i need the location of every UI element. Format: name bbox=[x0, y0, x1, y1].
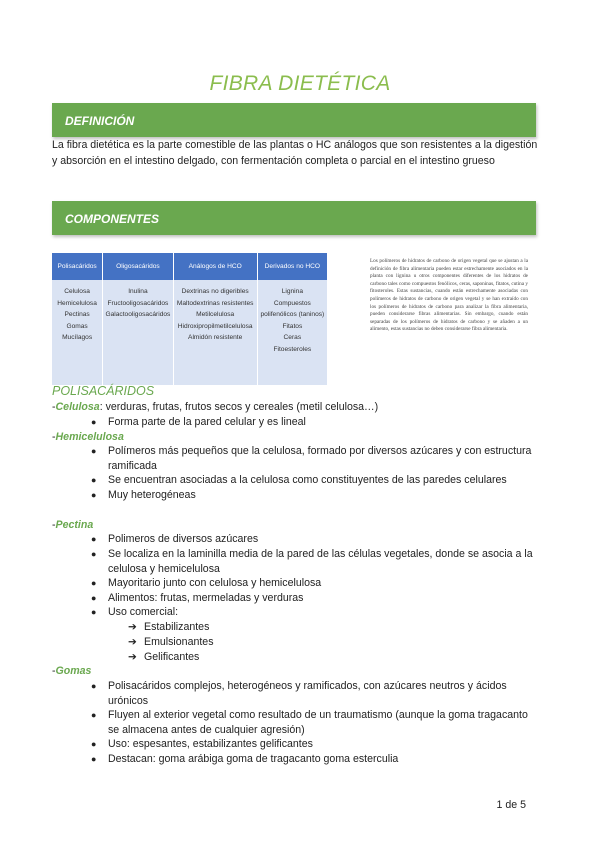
list-item: ● Se encuentran asociadas a la celulosa como constituyentes de las paredes celulares bbox=[91, 474, 507, 486]
table-item: Dextrinas no digeribles bbox=[181, 288, 249, 295]
list-item: ● Uso comercial: bbox=[91, 606, 179, 618]
arrow-icon: ➔ bbox=[128, 636, 137, 648]
table-item: Ceras bbox=[283, 334, 302, 341]
celulosa-term: Celulosa bbox=[55, 401, 100, 413]
table-item: Lignina bbox=[281, 288, 303, 295]
sub-list-item: ➔ Emulsionantes bbox=[128, 636, 214, 648]
bullet: ● bbox=[91, 549, 97, 559]
hemicelulosa-line bbox=[52, 430, 124, 445]
bullet: ● bbox=[91, 593, 97, 603]
bullet: ● bbox=[91, 754, 97, 764]
sub-list-item: ➔ Gelificantes bbox=[128, 651, 200, 663]
celulosa-line bbox=[52, 400, 378, 415]
bullet: ● bbox=[91, 417, 97, 427]
table-cell bbox=[173, 280, 257, 385]
arrow-icon: ➔ bbox=[128, 621, 137, 633]
bullet: ● bbox=[91, 739, 97, 749]
table-item: Mucílagos bbox=[62, 334, 93, 341]
page-title: FIBRA DIETÉTICA bbox=[209, 72, 391, 95]
list-item: ● Muy heterogéneas bbox=[91, 489, 196, 501]
dash: - bbox=[52, 519, 56, 531]
pectina-term: Pectina bbox=[55, 519, 94, 531]
table-cell bbox=[103, 280, 173, 385]
list-item: ● Polimeros de diversos azúcares bbox=[91, 533, 259, 545]
definicion-banner bbox=[52, 103, 536, 137]
dash: - bbox=[52, 431, 56, 443]
list-item: ● Forma parte de la pared celular y es lineal bbox=[91, 416, 306, 428]
table-item: Fructooligosacáridos bbox=[107, 299, 169, 307]
dash: - bbox=[52, 401, 56, 413]
list-item: ● Uso: espesantes, estabilizantes gelificantes bbox=[91, 738, 313, 750]
table-item: Maltodextrinas resistentes bbox=[176, 299, 254, 307]
table-header: Derivados no HCO bbox=[257, 253, 327, 280]
hemicelulosa-term: Hemicelulosa bbox=[55, 431, 124, 443]
pectina-line bbox=[52, 518, 93, 533]
bullet: ● bbox=[91, 681, 97, 691]
bullet: ● bbox=[91, 578, 97, 588]
arrow-icon: ➔ bbox=[128, 651, 137, 663]
bullet: ● bbox=[91, 607, 97, 617]
table-item: Hemicelulosa bbox=[57, 299, 97, 307]
table-item: Hidroxipropilmetilcelulosa bbox=[177, 322, 253, 330]
table-item: Gomas bbox=[66, 322, 88, 330]
table-item: Galactooligosacáridos bbox=[105, 311, 171, 318]
list-item: ● Polisacáridos complejos, heterogéneos y ramificados, con azúcares neutros y ácidos urónicos bbox=[91, 680, 507, 707]
polisacaridos-heading: POLISACÁRIDOS bbox=[52, 384, 155, 398]
list-item: ● Polímeros más pequeños que la celulosa, formado por diversos azúcares y con estructura ramificada bbox=[91, 445, 532, 472]
list-item: ● Se localiza en la laminilla media de la pared de las células vegetales, donde se asocia a la celulosa y hemicelulosa bbox=[91, 548, 533, 575]
list-item: ● Alimentos: frutas, mermeladas y verduras bbox=[91, 592, 304, 604]
table-item: Fitoesteroles bbox=[273, 345, 312, 353]
table-item: Almidón resistente bbox=[188, 334, 243, 341]
table-item: Fitatos bbox=[282, 322, 303, 330]
list-item: ● Destacan: goma arábiga goma de tragacanto goma esterculia bbox=[91, 753, 399, 765]
table-item: polifenólicos (taninos) bbox=[260, 311, 325, 318]
table-cell bbox=[52, 280, 103, 385]
dash: - bbox=[52, 665, 56, 677]
componentes-banner bbox=[52, 201, 536, 235]
componentes-heading: COMPONENTES bbox=[65, 212, 160, 226]
table-header: Análogos de HCO bbox=[173, 253, 257, 280]
bullet: ● bbox=[91, 490, 97, 500]
excerpt-text: Los polímeros de hidratos de carbono de origen vegetal que se ajustan a la definición de fibra alimentaria pueden estar estrechamente asociados en la planta con lignina u otros componentes diferentes de los hidratos de carbono tales como compuestos fenólicos, ceras, saponinas, fitatos, cutina y fitosteroles. Estas sustancias, cuando están estrechamente asociadas con polímeros de hidratos de carbono de origen vegetal y se han extraído con los polímeros de hidratos de carbono para analizar la fibra alimentaria, pueden considerarse fibras alimentarias. Sin embargo, cuando están separadas de los polímeros de hidratos de carbono y se añaden a un alimento, estas sustancias no deben considerarse fibra alimentaria. bbox=[370, 258, 528, 333]
bullet: ● bbox=[91, 534, 97, 544]
list-item: ● Mayoritario junto con celulosa y hemicelulosa bbox=[91, 577, 322, 589]
table-header: Polisacáridos bbox=[52, 253, 103, 280]
bullet: ● bbox=[91, 710, 97, 720]
bullet: ● bbox=[91, 475, 97, 485]
definicion-text: La fibra dietética es la parte comestible de las plantas o HC análogos que son resistentes a la digestión y absorción en el intestino delgado, con fermentación completa o parcial en el intestino grueso bbox=[52, 139, 538, 167]
gomas-line bbox=[52, 664, 91, 679]
table-item: Pectinas bbox=[64, 311, 90, 318]
table-item: Compuestos bbox=[273, 299, 311, 307]
bullet: ● bbox=[91, 446, 97, 456]
definicion-heading: DEFINICIÓN bbox=[65, 114, 135, 128]
componentes-table bbox=[52, 253, 328, 385]
sub-list-item: ➔ Estabilizantes bbox=[128, 621, 210, 633]
page-number: 1 de 5 bbox=[496, 799, 526, 811]
table-item: Celulosa bbox=[64, 288, 90, 295]
celulosa-desc: : verduras, frutas, frutos secos y cereales (metil celulosa…) bbox=[99, 401, 379, 413]
gomas-term: Gomas bbox=[55, 665, 92, 677]
list-item: ● Fluyen al exterior vegetal como resultado de un traumatismo (aunque la goma tragacanto se almacena antes de cualquier agresión) bbox=[91, 709, 528, 736]
table-item: Inulina bbox=[128, 288, 148, 295]
table-item: Metilcelulosa bbox=[196, 311, 235, 318]
table-header: Oligosacáridos bbox=[103, 253, 173, 280]
table-cell bbox=[257, 280, 327, 385]
